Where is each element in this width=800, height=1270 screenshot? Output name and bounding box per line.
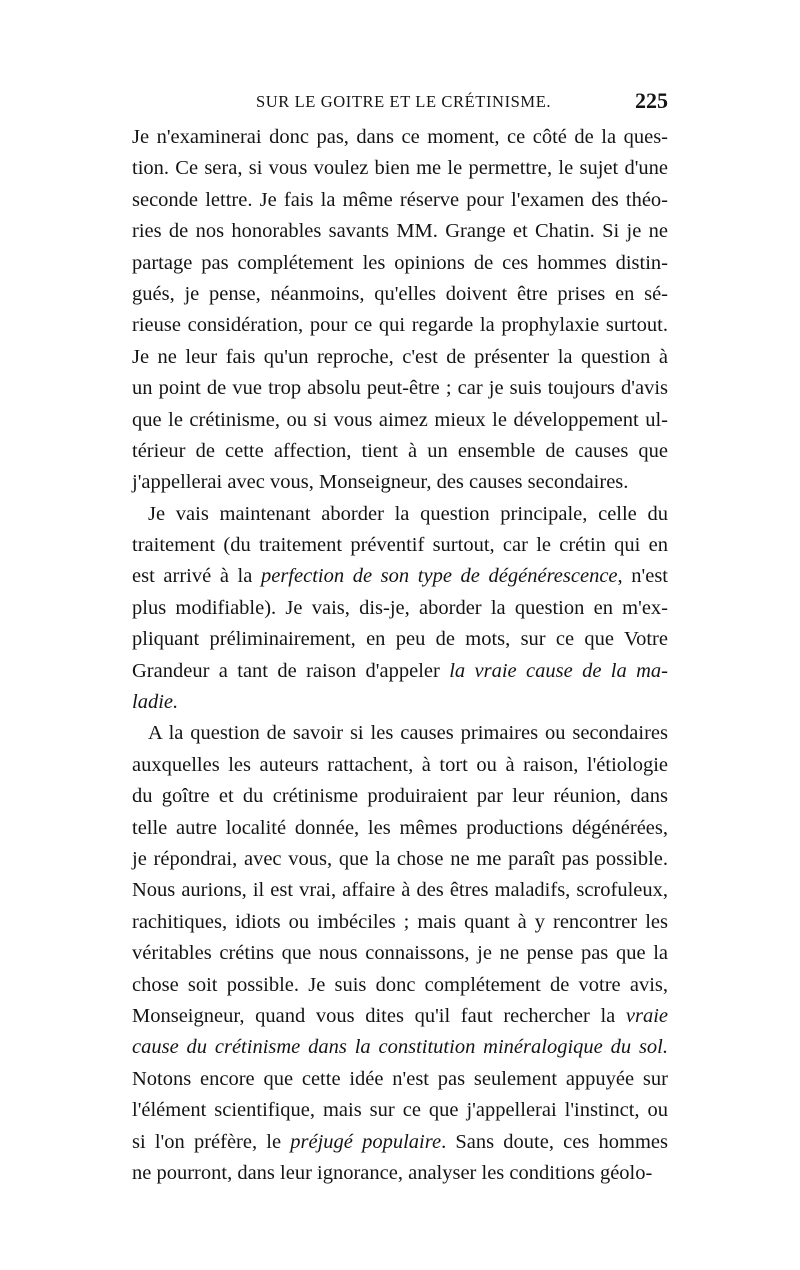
- text-segment: du goître et du crétinisme produiraient par leur réunion, dans: [132, 785, 668, 808]
- paragraph: [132, 122, 668, 499]
- text-segment: auxquelles les auteurs rattachent, à tort ou à raison, l'étiologie: [132, 753, 668, 776]
- text-segment: Je ne leur fais qu'un reproche, c'est de présenter la question à: [132, 345, 668, 368]
- text-line: [132, 530, 668, 561]
- text-line: [132, 436, 668, 467]
- text-segment: que le crétinisme, ou si vous aimez mieux le développement ul-: [132, 408, 668, 431]
- text-line: [132, 248, 668, 279]
- text-line: [132, 875, 668, 906]
- text-line: [132, 1064, 668, 1095]
- text-line: [132, 687, 668, 718]
- text-line: [132, 467, 668, 498]
- text-segment: , n'est: [617, 565, 668, 588]
- text-segment: véritables crétins que nous connaissons, je ne pense pas que la: [132, 942, 668, 965]
- text-segment: . Sans doute, ces hommes: [441, 1130, 668, 1153]
- text-line: [132, 718, 668, 749]
- text-line: [132, 907, 668, 938]
- text-segment: chose soit possible. Je suis donc complétement de votre avis,: [132, 973, 668, 996]
- text-segment: ne pourront, dans leur ignorance, analyser les conditions géolo-: [132, 1161, 653, 1184]
- italic-text: ladie.: [132, 691, 179, 714]
- text-line: [132, 1127, 668, 1158]
- text-segment: l'élément scientifique, mais sur ce que j'appellerai l'instinct, ou: [132, 1099, 668, 1122]
- text-segment: seconde lettre. Je fais la même réserve pour l'examen des théo-: [132, 188, 668, 211]
- text-line: [132, 1001, 668, 1032]
- text-segment: Notons encore que cette idée n'est pas seulement appuyée sur: [132, 1067, 668, 1090]
- text-segment: plus modifiable). Je vais, dis-je, aborder la question en m'ex-: [132, 596, 668, 619]
- text-line: [132, 499, 668, 530]
- page-number: 225: [635, 88, 668, 113]
- text-line: [132, 844, 668, 875]
- text-line: [132, 593, 668, 624]
- text-line: [132, 624, 668, 655]
- text-line: [132, 970, 668, 1001]
- text-line: [132, 813, 668, 844]
- italic-text: cause du crétinisme dans la constitution minéralogique du sol.: [132, 1036, 668, 1059]
- text-segment: Nous aurions, il est vrai, affaire à des êtres maladifs, scrofuleux,: [132, 879, 668, 902]
- text-segment: telle autre localité donnée, les mêmes productions dégénérées,: [132, 816, 668, 839]
- text-segment: j'appellerai avec vous, Monseigneur, des causes secondaires.: [132, 471, 629, 494]
- text-segment: Monseigneur, quand vous dites qu'il faut rechercher la: [132, 1004, 626, 1027]
- text-segment: si l'on préfère, le: [132, 1130, 291, 1153]
- running-title: SUR LE GOITRE ET LE CRÉTINISME.: [256, 92, 552, 111]
- body-text: [132, 122, 668, 1189]
- text-line: [132, 342, 668, 373]
- italic-text: préjugé populaire: [290, 1130, 442, 1153]
- text-segment: Grandeur a tant de raison d'appeler: [132, 659, 450, 682]
- text-line: [132, 1158, 668, 1189]
- text-line: [132, 938, 668, 969]
- text-line: [132, 310, 668, 341]
- text-line: [132, 1095, 668, 1126]
- text-segment: pliquant préliminairement, en peu de mots, sur ce que Votre: [132, 628, 668, 651]
- paragraph: [132, 718, 668, 1189]
- text-line: [132, 153, 668, 184]
- text-segment: partage pas complétement les opinions de ces hommes distin-: [132, 251, 668, 274]
- text-segment: A la question de savoir si les causes primaires ou secondaires: [148, 722, 668, 745]
- text-line: [132, 405, 668, 436]
- italic-text: perfection de son type de dégénérescence: [260, 565, 618, 588]
- text-line: [132, 279, 668, 310]
- text-segment: Je vais maintenant aborder la question principale, celle du: [148, 502, 668, 525]
- text-segment: traitement (du traitement préventif surtout, car le crétin qui en: [132, 534, 668, 557]
- text-segment: je répondrai, avec vous, que la chose ne me paraît pas possible.: [132, 847, 668, 870]
- paragraph: [132, 499, 668, 719]
- italic-text: la vraie cause de la ma-: [449, 659, 668, 682]
- text-line: [132, 122, 668, 153]
- text-line: [132, 750, 668, 781]
- text-line: [132, 216, 668, 247]
- text-segment: rachitiques, idiots ou imbéciles ; mais quant à y rencontrer les: [132, 910, 668, 933]
- running-head: [132, 88, 668, 120]
- italic-text: vraie: [625, 1004, 668, 1027]
- text-line: [132, 185, 668, 216]
- text-segment: Je n'examinerai donc pas, dans ce moment, ce côté de la ques-: [132, 126, 668, 148]
- text-segment: rieuse considération, pour ce qui regarde la prophylaxie surtout.: [132, 314, 668, 337]
- text-segment: est arrivé à la: [132, 565, 261, 588]
- text-line: [132, 373, 668, 404]
- text-line: [132, 1032, 668, 1063]
- text-line: [132, 561, 668, 592]
- text-segment: gués, je pense, néanmoins, qu'elles doivent être prises en sé-: [132, 282, 668, 305]
- text-line: [132, 656, 668, 687]
- text-segment: térieur de cette affection, tient à un ensemble de causes que: [132, 439, 668, 462]
- text-line: [132, 781, 668, 812]
- text-segment: ries de nos honorables savants MM. Grange et Chatin. Si je ne: [132, 220, 668, 243]
- text-segment: tion. Ce sera, si vous voulez bien me le permettre, le sujet d'une: [132, 157, 668, 180]
- text-segment: un point de vue trop absolu peut-être ; car je suis toujours d'avis: [132, 377, 668, 400]
